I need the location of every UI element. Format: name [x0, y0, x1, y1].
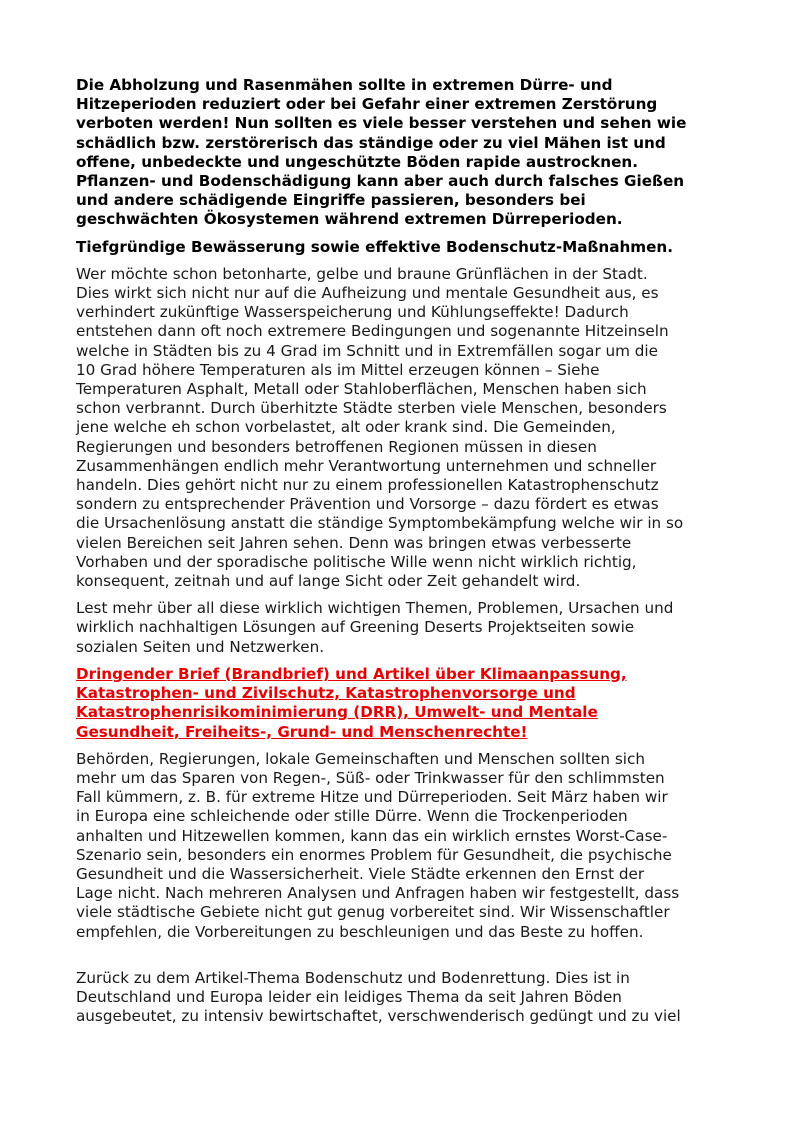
- paragraph-spacer: [76, 950, 726, 969]
- subheading: Tiefgründige Bewässerung sowie effektive Bodenschutz-Maßnahmen.: [76, 237, 673, 256]
- body-paragraph-read-more: Lest mehr über all diese wirklich wichtigen Themen, Problemen, Ursachen und wirklich nachhaltigen Lösungen auf Greening Deserts Projektseiten sowie sozialen Seiten und Netzwerken.: [76, 599, 674, 656]
- body-paragraph-drought: Behörden, Regierungen, lokale Gemeinschaften und Menschen sollten sich mehr um das Sparen von Regen-, Süß- oder Trinkwasser für den schlimmsten Fall kümmern, z. B. für extreme Hitze und Dürreperioden. Seit März haben wir in Europa eine schleichende oder stille Dürre. Wenn die Trockenperioden anhalten und Hitzewellen kommen, kann das ein wirklich ernstes Worst-Case- Szenario sein, besonders ein enormes Problem für Gesundheit, die psychische Gesundheit und die Wassersicherheit. Viele Städte erkennen den Ernst der Lage nicht. Nach mehreren Analysen und Anfragen haben wir festgestellt, dass viele städtische Gebiete nicht gut genug vorbereitet sind. Wir Wissenschaftler empfehlen, die Vorbereitungen zu beschleunigen und das Beste zu hoffen.: [76, 749, 680, 941]
- urgent-letter-link[interactable]: Dringender Brief (Brandbrief) und Artikel über Klimaanpassung, Katastrophen- und Zivilschutz, Katastrophenvorsorge und Katastrophenrisikominimierung (DRR), Umwelt- und Mentale Gesundheit, Freiheits-, Grund- und Menschenrechte!: [76, 664, 627, 741]
- body-paragraph-heat-islands: Wer möchte schon betonharte, gelbe und braune Grünflächen in der Stadt. Dies wirkt sich nicht nur auf die Aufheizung und mentale Gesundheit aus, es verhindert zukünftige Wasserspeicherung und Kühlungseffekte! Dadurch entstehen dann oft noch extremere Bedingungen und sogenannte Hitzeinseln welche in Städten bis zu 4 Grad im Schnitt und in Extremfällen sogar um die 10 Grad höhere Temperaturen als im Mittel erzeugen können – Siehe Temperaturen Asphalt, Metall oder Stahloberflächen, Menschen haben sich schon verbrannt. Durch überhitzte Städte sterben viele Menschen, besonders jene welche eh schon vorbelastet, alt oder krank sind. Die Gemeinden, Regierungen und besonders betroffenen Regionen müssen in diesen Zusammenhängen endlich mehr Verantwortung unternehmen und schneller handeln. Dies gehört nicht nur zu einem professionellen Katastrophenschutz sondern zu entsprechender Prävention und Vorsorge – dazu fördert es etwas die Ursachenlösung anstatt die ständige Symptombekämpfung welche wir in so vielen Bereichen seit Jahren sehen. Denn was bringen etwas verbesserte Vorhaben und der sporadische politische Wille wenn nicht wirklich richtig, konsequent, zeitnah und auf lange Sicht oder Zeit gehandelt wird.: [76, 264, 684, 591]
- document-content: [76, 76, 726, 1034]
- intro-paragraph-bold: Die Abholzung und Rasenmähen sollte in extremen Dürre- und Hitzeperioden reduziert oder bei Gefahr einer extremen Zerstörung verboten werden! Nun sollten es viele besser verstehen und sehen wie schädlich bzw. zerstörerisch das ständige oder zu viel Mähen ist und offene, unbedeckte und ungeschützte Böden rapide austrocknen. Pflanzen- und Bodenschädigung kann aber auch durch falsches Gießen und andere schädigende Eingriffe passieren, besonders bei geschwächten Ökosystemen während extremen Dürreperioden.: [76, 76, 687, 229]
- body-paragraph-soil-protection: Zurück zu dem Artikel-Thema Bodenschutz und Bodenrettung. Dies ist in Deutschland und Europa leider ein leidiges Thema da seit Jahren Böden ausgebeutet, zu intensiv bewirtschaftet, verschwenderisch gedüngt und zu viel: [76, 968, 681, 1026]
